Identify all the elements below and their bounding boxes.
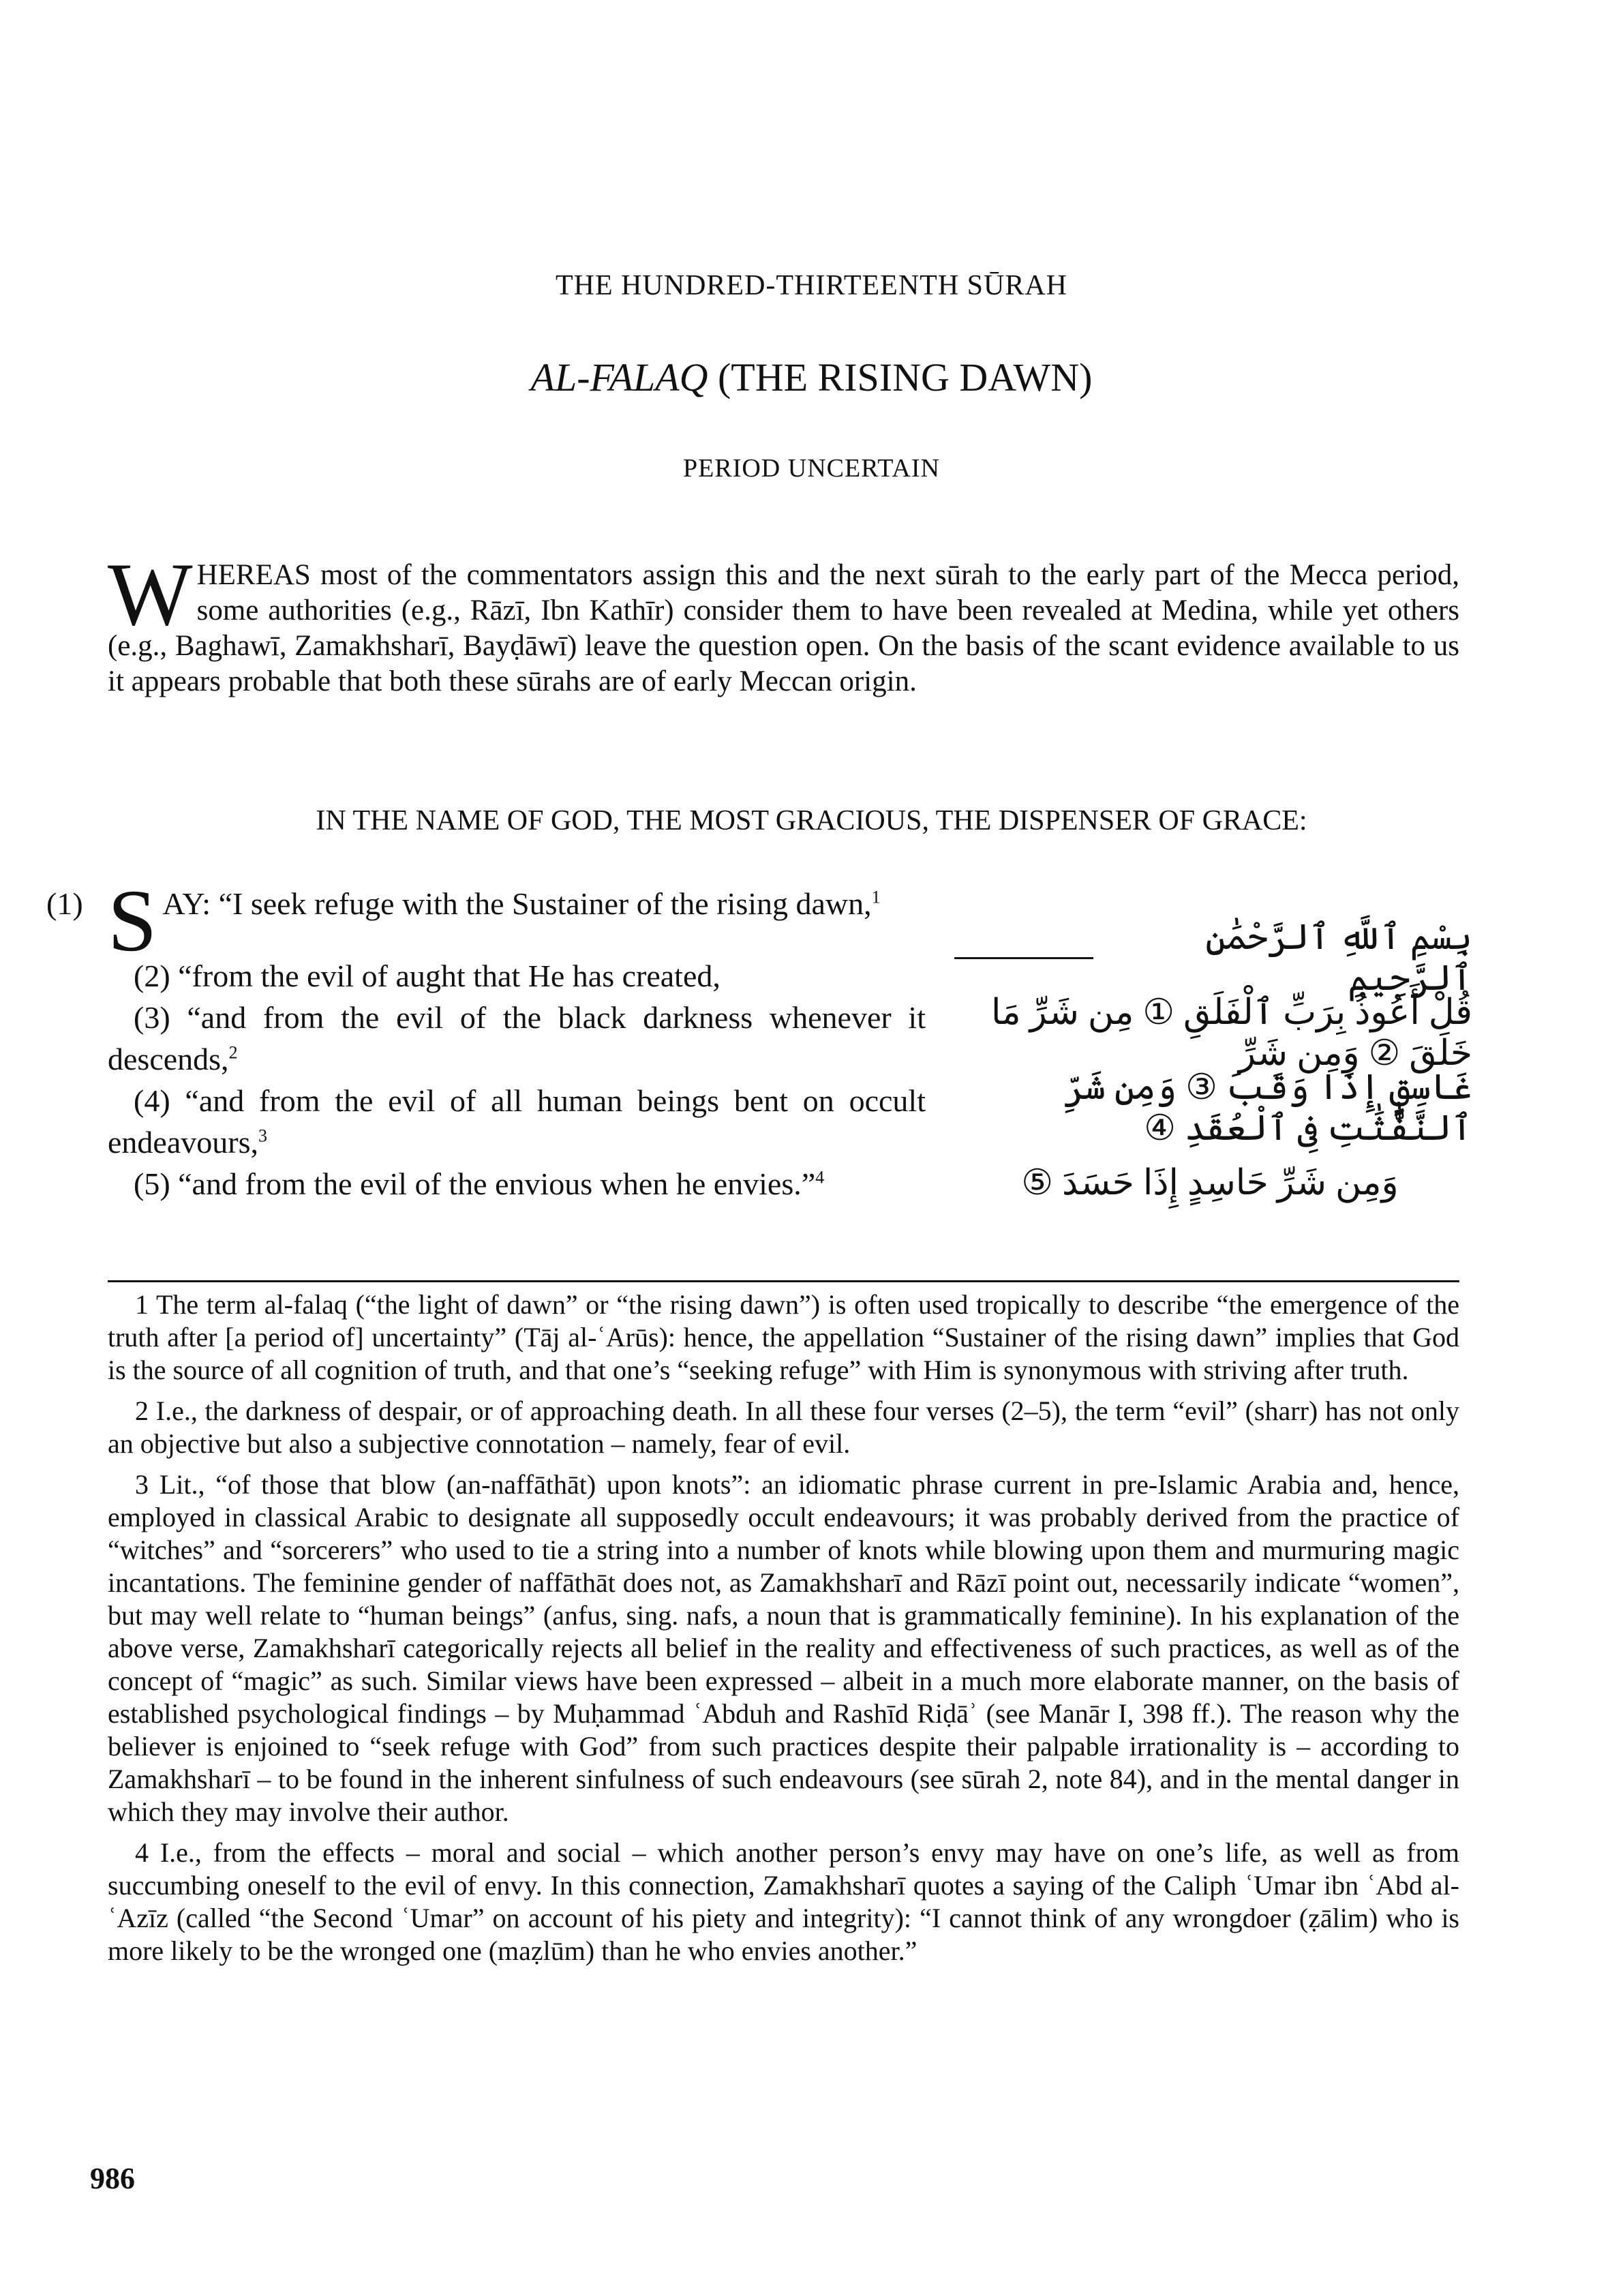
verse-2: (2) “from the evil of aught that He has created,: [134, 958, 721, 993]
verses-block: [46, 872, 926, 1205]
surah-number-heading: THE HUNDRED-THIRTEENTH SŪRAH: [555, 270, 1068, 301]
arabic-basmala: [947, 918, 1472, 998]
footnote-3: 3 Lit., “of those that blow (an-naffāthāt) upon knots”: an idiomatic phrase current in pre-Islamic Arabia and, hence, employed in classical Arabic to designate all supposedly occult endeavours; it was probably derived from the practice of “witches” and “sorcerers” who used to tie a string into a number of knots while blowing upon them and murmuring magic incantations. The feminine gender of naffāthāt does not, as Zamakhsharī and Rāzī point out, necessarily indicate “women”, but may well relate to “human beings” (anfus, sing. nafs, a noun that is grammatically feminine). In his explanation of the above verse, Zamakhsharī categorically rejects all belief in the reality and effectiveness of such practices, as well as of the concept of “magic” as such. Similar views have been expressed – albeit in a much more elaborate manner, on the basis of established psychological findings – by Muḥammad ʿAbduh and Rashīd Riḍāʾ (see Manār I, 398 ff.). The reason why the believer is enjoined to “seek refuge with God” from such practices despite their palpable irrationality is – according to Zamakhsharī – to be found in the inherent sinfulness of such endeavours (see sūrah 2, note 84), and in the mental danger in which they may involve their author.: [108, 1469, 1459, 1827]
invocation-heading: IN THE NAME OF GOD, THE MOST GRACIOUS, THE DISPENSER OF GRACE:: [316, 805, 1307, 836]
intro-text: HEREAS most of the commentators assign this and the next sūrah to the early part of the Mecca period, some authorities (e.g., Rāzī, Ibn Kathīr) consider them to have been revealed at Medina, while yet others (e.g., Baghawī, Zamakhsharī, Bayḍāwī) leave the question open. On the basis of the scant evidence available to us it appears probable that both these sūrahs are of early Meccan origin.: [108, 559, 1459, 697]
arabic-line-4: وَمِن شَرِّ حَاسِدٍ إِذَا حَسَدَ ⑤: [1021, 1164, 1399, 1203]
arabic-line-3: غَاسِقٍ إِذَا وَقَبَ ③ وَمِن شَرِّ ٱلنَّفَّٰثَٰتِ فِى ٱلْعُقَدِ ④: [1063, 1068, 1472, 1148]
verse-1: [108, 872, 926, 970]
arabic-line-1: بِسْمِ ٱللَّهِ ٱلرَّحْمَٰنِ ٱلرَّحِيمِ: [1205, 918, 1472, 998]
period-heading: PERIOD UNCERTAIN: [683, 454, 940, 483]
footnote-ref-1: 1: [871, 887, 881, 907]
footnote-divider: [108, 1280, 1459, 1282]
intro-dropcap: W: [108, 544, 193, 644]
verse-4-text: (4) “and from the evil of all human beings bent on occult endeavours,: [108, 1083, 926, 1160]
footnote-ref-4: 4: [815, 1167, 825, 1188]
footnotes: [108, 1288, 1459, 1976]
verse-number-1: (1): [46, 886, 83, 921]
footnote-1: 1 The term al-falaq (“the light of dawn” or “the rising dawn”) is often used tropically to describe “the emergence of the truth after [a period of] uncertainty” (Tāj al-ʿArūs): hence, the appellation “Sustainer of the rising dawn” implies that God is the source of all cognition of truth, and that one’s “seeking refuge” with Him is synonymous with striving after truth.: [108, 1289, 1459, 1385]
verse-5-text: (5) “and from the evil of the envious when he envies.”: [134, 1166, 816, 1201]
verse-3-text: (3) “and from the evil of the black darkness whenever it descends,: [108, 1000, 926, 1076]
footnote-ref-2: 2: [228, 1042, 238, 1063]
intro-paragraph: [108, 544, 1459, 699]
footnote-4: 4 I.e., from the effects – moral and social – which another person’s envy may have on one’s life, as well as from succumbing oneself to the evil of envy. In this connection, Zamakhsharī quotes a saying of the Caliph ʿUmar ibn ʿAbd al-ʿAzīz (called “the Second ʿUmar” on account of his piety and integrity): “I cannot think of any wrongdoer (ẓālim) who is more likely to be the wronged one (maẓlūm) than he who envies another.”: [108, 1837, 1459, 1966]
basmala-rule: [954, 957, 1093, 959]
footnote-2: 2 I.e., the darkness of despair, or of approaching death. In all these four verses (2–5), the term “evil” (sharr) has not only an objective but also a subjective connotation – namely, fear of evil.: [108, 1395, 1459, 1459]
verse-3: [108, 997, 926, 1080]
page-number: 986: [90, 2162, 135, 2195]
footnote-ref-3: 3: [258, 1126, 267, 1146]
verse-5: [108, 1163, 926, 1205]
arabic-text-block: [947, 920, 1472, 1220]
surah-title-italic: AL-FALAQ: [530, 355, 708, 399]
surah-title-rest: (THE RISING DAWN): [708, 355, 1093, 399]
verse-1-text: AY: “I seek refuge with the Sustainer of the rising dawn,: [162, 886, 872, 921]
surah-title: [0, 354, 1623, 400]
verse-dropcap: S: [108, 872, 157, 970]
arabic-line-2: قُلْ أَعُوذُ بِرَبِّ ٱلْفَلَقِ ① مِن شَرِّ مَا خَلَقَ ② وَمِن شَرِّ: [990, 993, 1472, 1073]
verse-4: [108, 1080, 926, 1163]
